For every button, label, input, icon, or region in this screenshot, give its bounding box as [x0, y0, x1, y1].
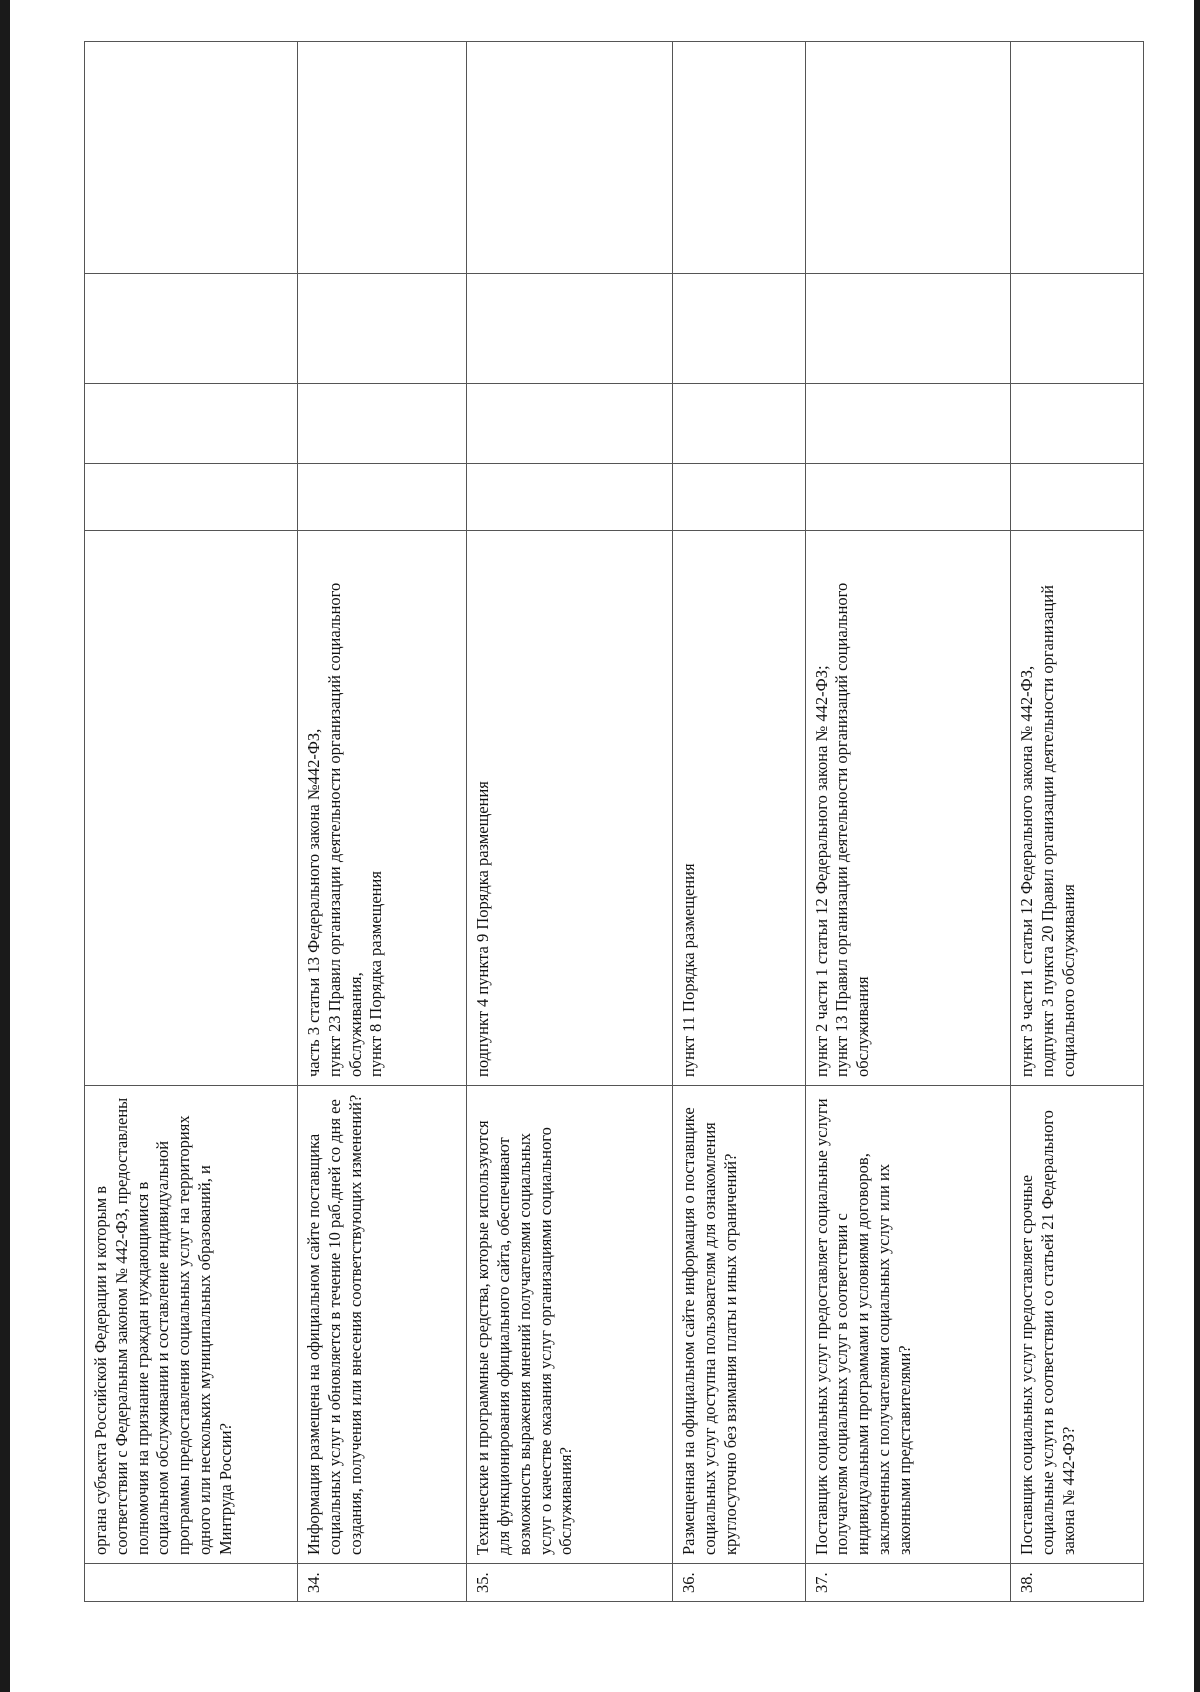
question-text: органа субъекта Российской Федерации и которым в соответствии с Федеральным законом № 442-ФЗ, предоставлены полномочия на признание граждан нуждающимися в социальном обслуживании и составление индивидуальной программы предоставления социальных услуг на территориях одного или нескольких муниципальных образований, и Минтруда России?	[85, 1086, 298, 1564]
row-number: 37.	[805, 1564, 1011, 1602]
scan-edge-left	[0, 0, 10, 1692]
answer-yes-cell	[1011, 464, 1144, 531]
reference-cell	[672, 531, 805, 1086]
reference-line: пункт 2 части 1 статьи 12 Федерального закона № 442-ФЗ;	[811, 665, 831, 1077]
row-number: 38.	[1011, 1564, 1144, 1602]
rotated-page	[84, 42, 1144, 1602]
answer-no-cell	[85, 384, 298, 464]
reference-cell	[805, 531, 1011, 1086]
scan-edge-right	[1194, 0, 1200, 1692]
table-row	[467, 42, 673, 1602]
answer-no-cell	[467, 384, 673, 464]
row-number: 35.	[467, 1564, 673, 1602]
answer-yes-cell	[672, 464, 805, 531]
reference-line: пункт 23 Правил организации деятельности организаций социального обслуживания,	[324, 582, 365, 1077]
answer-yes-cell	[805, 464, 1011, 531]
question-text: Информация размещена на официальном сайте поставщика социальных услуг и обновляется в течение 10 раб.дней со дня ее создания, получения или внесения соответствующих изменений?	[298, 1086, 467, 1564]
question-text: Размещенная на официальном сайте информация о поставщике социальных услуг доступна пользователям для ознакомления круглосуточно без взимания платы и иных ограничений?	[672, 1086, 805, 1564]
row-number: 34.	[298, 1564, 467, 1602]
note-cell	[1011, 42, 1144, 274]
reference-line: часть 3 статьи 13 Федерального закона №442-ФЗ,	[304, 728, 323, 1077]
reference-line: подпункт 4 пункта 9 Порядка размещения	[473, 781, 493, 1077]
reference-line: подпункт 3 пункта 20 Правил организации деятельности организаций социального обслуживания	[1038, 585, 1078, 1077]
reference-cell	[1011, 531, 1144, 1086]
reference-cell	[298, 531, 467, 1086]
answer-na-cell	[805, 274, 1011, 384]
answer-na-cell	[298, 274, 467, 384]
reference-cell	[85, 531, 298, 1086]
reference-line: пункт 3 части 1 статьи 12 Федерального закона № 442-ФЗ,	[1017, 665, 1037, 1077]
table-row	[672, 42, 805, 1602]
checklist-table	[84, 41, 1144, 1602]
question-text: Технические и программные средства, которые используются для функционирования официального сайта, обеспечивают возможность выражения мнений получателями социальных услуг о качестве оказания услуг организациями социального обслуживания?	[467, 1086, 673, 1564]
table-row	[85, 42, 298, 1602]
table-row	[1011, 42, 1144, 1602]
note-cell	[85, 42, 298, 274]
answer-yes-cell	[85, 464, 298, 531]
answer-na-cell	[467, 274, 673, 384]
answer-na-cell	[672, 274, 805, 384]
answer-no-cell	[298, 384, 467, 464]
note-cell	[298, 42, 467, 274]
answer-na-cell	[1011, 274, 1144, 384]
reference-cell	[467, 531, 673, 1086]
reference-line: пункт 11 Порядка размещения	[678, 863, 698, 1077]
table-row	[298, 42, 467, 1602]
question-text: Поставщик социальных услуг предоставляет срочные социальные услуги в соответствии со статьей 21 Федерального закона № 442-ФЗ?	[1011, 1086, 1144, 1564]
note-cell	[672, 42, 805, 274]
row-number: 36.	[672, 1564, 805, 1602]
note-cell	[467, 42, 673, 274]
table-row	[805, 42, 1011, 1602]
answer-yes-cell	[298, 464, 467, 531]
answer-na-cell	[85, 274, 298, 384]
note-cell	[805, 42, 1011, 274]
answer-no-cell	[805, 384, 1011, 464]
answer-no-cell	[672, 384, 805, 464]
question-text: Поставщик социальных услуг предоставляет социальные услуги получателям социальных услуг в соответствии с индивидуальными программами и условиями договоров, заключенных с получателями социальных услуг или их законными представителями?	[805, 1086, 1011, 1564]
answer-yes-cell	[467, 464, 673, 531]
reference-line: пункт 8 Порядка размещения	[366, 871, 386, 1077]
row-number	[85, 1564, 298, 1602]
reference-line: пункт 13 Правил организации деятельности организаций социального обслуживания	[832, 582, 873, 1077]
answer-no-cell	[1011, 384, 1144, 464]
